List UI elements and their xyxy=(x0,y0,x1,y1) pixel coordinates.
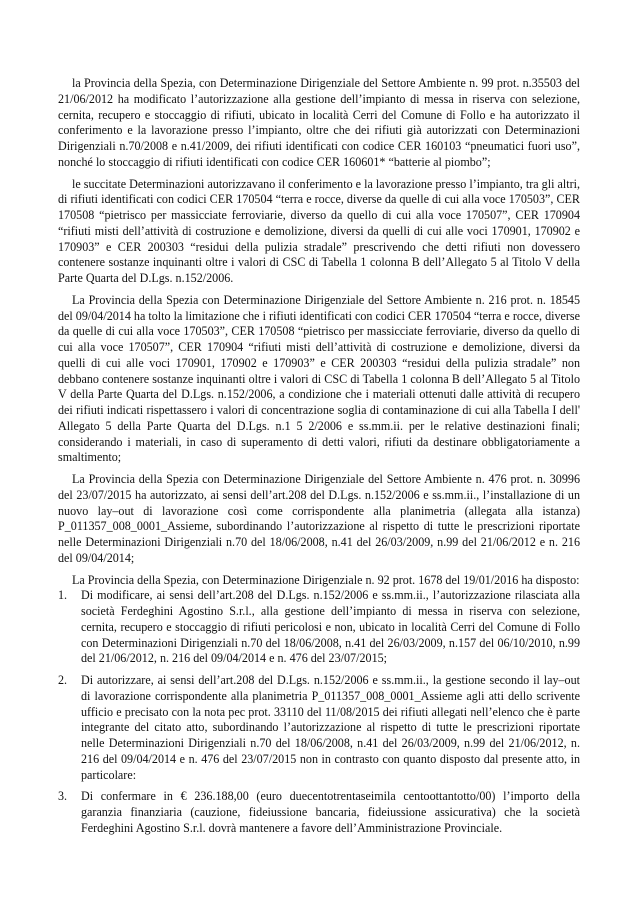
list-item-number: 1. xyxy=(58,588,68,603)
paragraph-det-92: La Provincia della Spezia, con Determinazione Dirigenziale n. 92 prot. 1678 del 19/01/2016 ha disposto: xyxy=(72,572,580,587)
list-item xyxy=(58,789,580,836)
paragraph-succitate-determinazioni: le succitate Determinazioni autorizzavano il conferimento e la lavorazione presso l’impianto, tra gli altri, di rifiuti identificati con codici CER 170504 “terra e rocce, diverse da quelle di cui alla voce 170503”, CER 170508 “pietrisco per massicciate ferroviarie, diverso da quello di cui alla voce 170507”, CER 170904 “rifiuti misti dell’attività di costruzione e demolizione, diversi da quelli di cui alle voci 170901, 170902 e 170903” e CER 200303 “residui della pulizia stradale” prescrivendo che detti rifiuti non dovessero contenere sostanze inquinanti oltre i valori di CSC di Tabella 1 colonna B dell’Allegato 5 al Titolo V della Parte Quarta del D.Lgs. n.152/2006. xyxy=(58,176,580,285)
paragraph-det-476: La Provincia della Spezia con Determinazione Dirigenziale del Settore Ambiente n. 476 prot. n. 30996 del 23/07/2015 ha autorizzato, ai sensi dell’art.208 del D.Lgs. n.152/2006 e ss.mm.ii., l’installazione di un nuovo lay–out di lavorazione così come corrispondente alla planimetria (allegata alla istanza) P_011357_008_0001_Assieme, subordinando l’autorizzazione al rispetto di tutte le prescrizioni riportate nelle Determinazioni Dirigenziali n.70 del 18/06/2008, n.41 del 26/03/2009, n.99 del 21/06/2012 e n. 216 del 09/04/2014; xyxy=(58,472,580,565)
paragraph-det-216: La Provincia della Spezia con Determinazione Dirigenziale del Settore Ambiente n. 216 prot. n. 18545 del 09/04/2014 ha tolto la limitazione che i rifiuti identificati con codici CER 170504 “terra e rocce, diverse da quelle di cui alla voce 170503”, CER 170508 “pietrisco per massicciate ferroviarie, diverso da quello di cui alla voce 170507”, CER 170904 “rifiuti misti dell’attività di costruzione e demolizione, diversi da quelli di cui alle voci 170901, 170902 e 170903” e CER 200303 “residui della pulizia stradale” non debbano contenere sostanze inquinanti oltre i valori di CSC di Tabella 1 colonna B dell’Allegato 5 al Titolo V della Parte Quarta del D.Lgs. n.152/2006, a condizione che i materiali ottenuti dalle attività di recupero dei rifiuti indicati rispettassero i valori di concentrazione soglia di contaminazione di cui alla Tabella I dell' Allegato 5 della Parte Quarta del D.Lgs. n.1 5 2/2006 e ss.mm.ii. per le relative destinazioni finali; considerando i materiali, in caso di superamento di detti valori, rifiuti da destinare obbligatoriamente a smaltimento; xyxy=(58,292,580,465)
list-item-number: 2. xyxy=(58,673,68,687)
list-item-number: 3. xyxy=(58,789,68,804)
list-item-text: Di autorizzare, ai sensi dell’art.208 del D.Lgs. n.152/2006 e ss.mm.ii., la gestione secondo il lay–out di lavorazione corrispondente alla planimetria P_011357_008_0001_Assieme agli atti dello scrivente ufficio e precisato con la nota pec prot. 33110 del 11/08/2015 dei rifiuti allegati nell’elenco che è parte integrante del citato atto, subordinando l’autorizzazione al rispetto di tutte le prescrizioni riportate nelle Determinazioni Dirigenziali n.70 del 18/06/2008, n.41 del 26/03/2009, n.99 del 21/06/2012, n. 216 del 09/04/2014 e n. 476 del 23/07/2015 non in contrasto con quanto disposto dal presente atto, in particolare: xyxy=(81,673,580,782)
list-item-text: Di confermare in € 236.188,00 (euro duecentotrentaseimila centoottantotto/00) l’importo della garanzia finanziaria (cauzione, fideiussione bancaria, fideiussione assicurativa) che la società Ferdeghini Agostino S.r.l. dovrà mantenere a favore dell’Amministrazione Provinciale. xyxy=(81,789,580,835)
list-item xyxy=(58,588,580,667)
paragraph-det-99: la Provincia della Spezia, con Determinazione Dirigenziale del Settore Ambiente n. 99 prot. n.35503 del 21/06/2012 ha modificato l’autorizzazione alla gestione dell’impianto di messa in riserva con selezione, cernita, recupero e stoccaggio di rifiuti, ubicato in località Cerri del Comune di Follo e ha autorizzato il conferimento e la lavorazione presso l’impianto, oltre che dei rifiuti già autorizzati con Determinazioni Dirigenziali n.70/2008 e n.41/2009, dei rifiuti identificati con codice CER 160103 “pneumatici fuori uso”, nonché lo stoccaggio di rifiuti identificati con codice CER 160601* “batterie al piombo”; xyxy=(58,76,580,169)
disposto-list xyxy=(58,588,580,836)
list-item-text: Di modificare, ai sensi dell’art.208 del D.Lgs. n.152/2006 e ss.mm.ii., l’autorizzazione rilasciata alla società Ferdeghini Agostino S.r.l., alla gestione dell’impianto di messa in riserva con selezione, cernita, recupero e stoccaggio di rifiuti pericolosi e non, ubicato in località Cerri del Comune di Follo con Determinazioni Dirigenziali n.70 del 18/06/2008, n.41 del 26/03/2009, n.157 del 06/10/2010, n.99 del 21/06/2012, n. 216 del 09/04/2014 e n. 476 del 23/07/2015; xyxy=(81,588,580,666)
list-item xyxy=(58,673,580,783)
